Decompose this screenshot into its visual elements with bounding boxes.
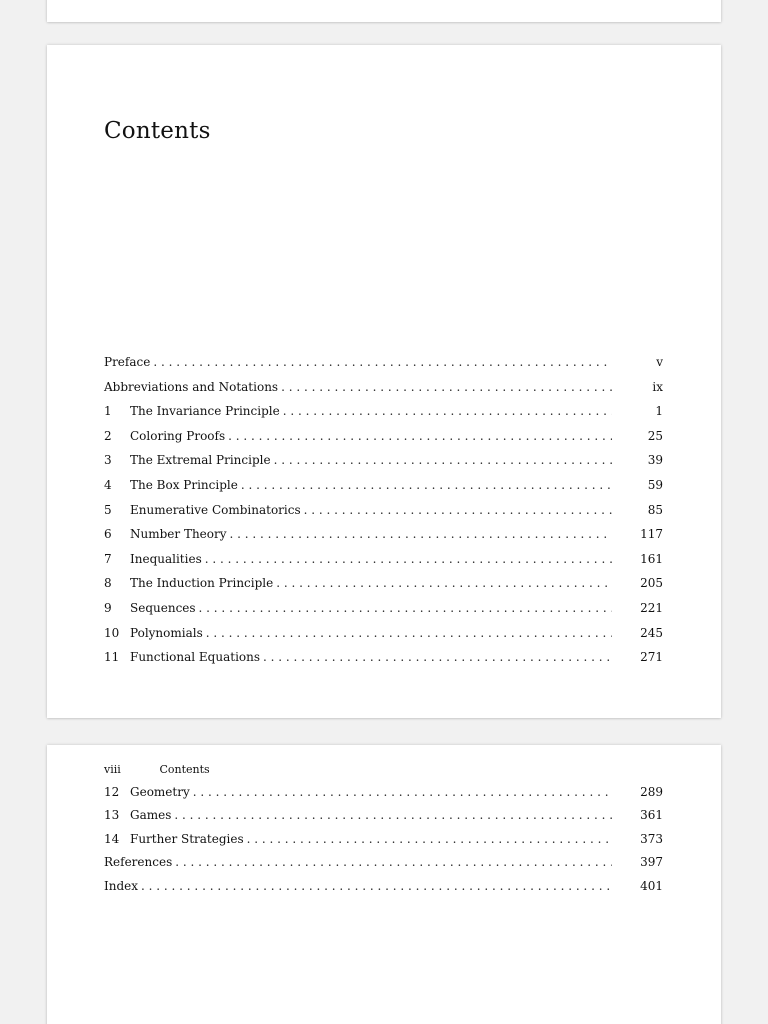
toc-page-number: 373: [640, 831, 663, 846]
dot-leader: [141, 879, 612, 893]
dot-leader: [205, 552, 612, 566]
toc-page-number: 245: [640, 625, 663, 640]
toc-entry-chapter-7[interactable]: [104, 552, 663, 577]
toc-page-number: 39: [647, 453, 663, 468]
toc-chapter-number: 13: [104, 808, 120, 823]
toc-chapter-number: 3: [104, 453, 112, 468]
dot-leader: [241, 478, 612, 492]
toc-entry-chapter-3[interactable]: [104, 453, 663, 478]
toc-entry-chapter-13[interactable]: [104, 808, 663, 831]
toc-title: The Box Principle: [130, 477, 238, 492]
toc-title: Number Theory: [130, 527, 227, 542]
toc-page-number: 1: [655, 404, 663, 419]
toc-title: Coloring Proofs: [130, 428, 226, 443]
toc-title: Index: [104, 878, 139, 893]
toc-page-number: 161: [640, 551, 663, 566]
toc-entry-chapter-1[interactable]: [104, 404, 663, 429]
dot-leader: [274, 453, 612, 467]
previous-page: [47, 0, 721, 22]
dot-leader: [281, 380, 612, 394]
toc-title: Functional Equations: [130, 650, 261, 665]
toc-title: Polynomials: [130, 625, 203, 640]
page-contents-continued: [47, 745, 721, 1024]
toc-title: References: [104, 855, 173, 870]
toc-page-number: 397: [640, 855, 663, 870]
dot-leader: [230, 527, 612, 541]
toc-page-number: 117: [640, 527, 663, 542]
toc-page-number: v: [656, 355, 663, 369]
dot-leader: [174, 808, 612, 822]
running-head-title: Contents: [159, 763, 210, 776]
dot-leader: [199, 601, 612, 615]
dot-leader: [276, 576, 612, 590]
page-folio: viii: [104, 763, 121, 776]
dot-leader: [247, 832, 612, 846]
toc-title: Inequalities: [130, 551, 202, 566]
toc-entry-chapter-6[interactable]: [104, 527, 663, 552]
dot-leader: [304, 503, 612, 517]
dot-leader: [153, 355, 612, 369]
toc-chapter-number: 1: [104, 404, 112, 419]
toc-entry-chapter-10[interactable]: [104, 626, 663, 651]
toc-list: [104, 355, 663, 675]
toc-page-number: 25: [647, 428, 663, 443]
toc-page-number: 271: [640, 650, 663, 665]
toc-chapter-number: 11: [104, 650, 120, 665]
toc-entry-chapter-8[interactable]: [104, 576, 663, 601]
toc-entry-chapter-14[interactable]: [104, 832, 663, 855]
toc-page-number: 205: [640, 576, 663, 591]
page-contents: [47, 45, 721, 718]
toc-entry-preface[interactable]: [104, 355, 663, 380]
toc-page-number: 221: [640, 600, 663, 615]
toc-entry-references[interactable]: [104, 855, 663, 878]
toc-chapter-number: 8: [104, 576, 112, 591]
toc-page-number: ix: [652, 379, 663, 394]
toc-title: The Extremal Principle: [130, 453, 271, 468]
toc-title: Abbreviations and Notations: [104, 379, 279, 394]
toc-entry-chapter-5[interactable]: [104, 503, 663, 528]
toc-title: Preface: [104, 355, 151, 369]
toc-title: Enumerative Combinatorics: [130, 502, 301, 517]
toc-list-continued: [104, 785, 663, 902]
toc-title: The Invariance Principle: [130, 404, 280, 419]
toc-chapter-number: 7: [104, 551, 112, 566]
dot-leader: [283, 404, 612, 418]
toc-title: Games: [130, 808, 172, 823]
dot-leader: [175, 855, 612, 869]
toc-title: Geometry: [130, 785, 190, 799]
toc-page-number: 85: [647, 502, 663, 517]
toc-chapter-number: 4: [104, 477, 112, 492]
toc-chapter-number: 9: [104, 600, 112, 615]
toc-page-number: 59: [647, 477, 663, 492]
toc-title: Further Strategies: [130, 831, 244, 846]
toc-chapter-number: 5: [104, 502, 112, 517]
dot-leader: [206, 626, 612, 640]
toc-chapter-number: 14: [104, 831, 120, 846]
toc-chapter-number: 6: [104, 527, 112, 542]
toc-chapter-number: 10: [104, 625, 120, 640]
dot-leader: [228, 429, 612, 443]
toc-entry-chapter-12[interactable]: [104, 785, 663, 808]
toc-entry-index[interactable]: [104, 879, 663, 902]
toc-entry-chapter-11[interactable]: [104, 650, 663, 675]
toc-chapter-number: 2: [104, 428, 112, 443]
toc-chapter-number: 12: [104, 785, 120, 799]
toc-page-number: 289: [640, 785, 663, 799]
running-head: [104, 763, 210, 776]
toc-title: Sequences: [130, 600, 196, 615]
toc-page-number: 401: [640, 878, 663, 893]
toc-entry-abbreviations[interactable]: [104, 380, 663, 405]
dot-leader: [193, 785, 612, 799]
toc-entry-chapter-4[interactable]: [104, 478, 663, 503]
toc-entry-chapter-9[interactable]: [104, 601, 663, 626]
toc-page-number: 361: [640, 808, 663, 823]
dot-leader: [263, 650, 612, 664]
page-title: Contents: [104, 118, 211, 144]
toc-title: The Induction Principle: [130, 576, 274, 591]
toc-entry-chapter-2[interactable]: [104, 429, 663, 454]
